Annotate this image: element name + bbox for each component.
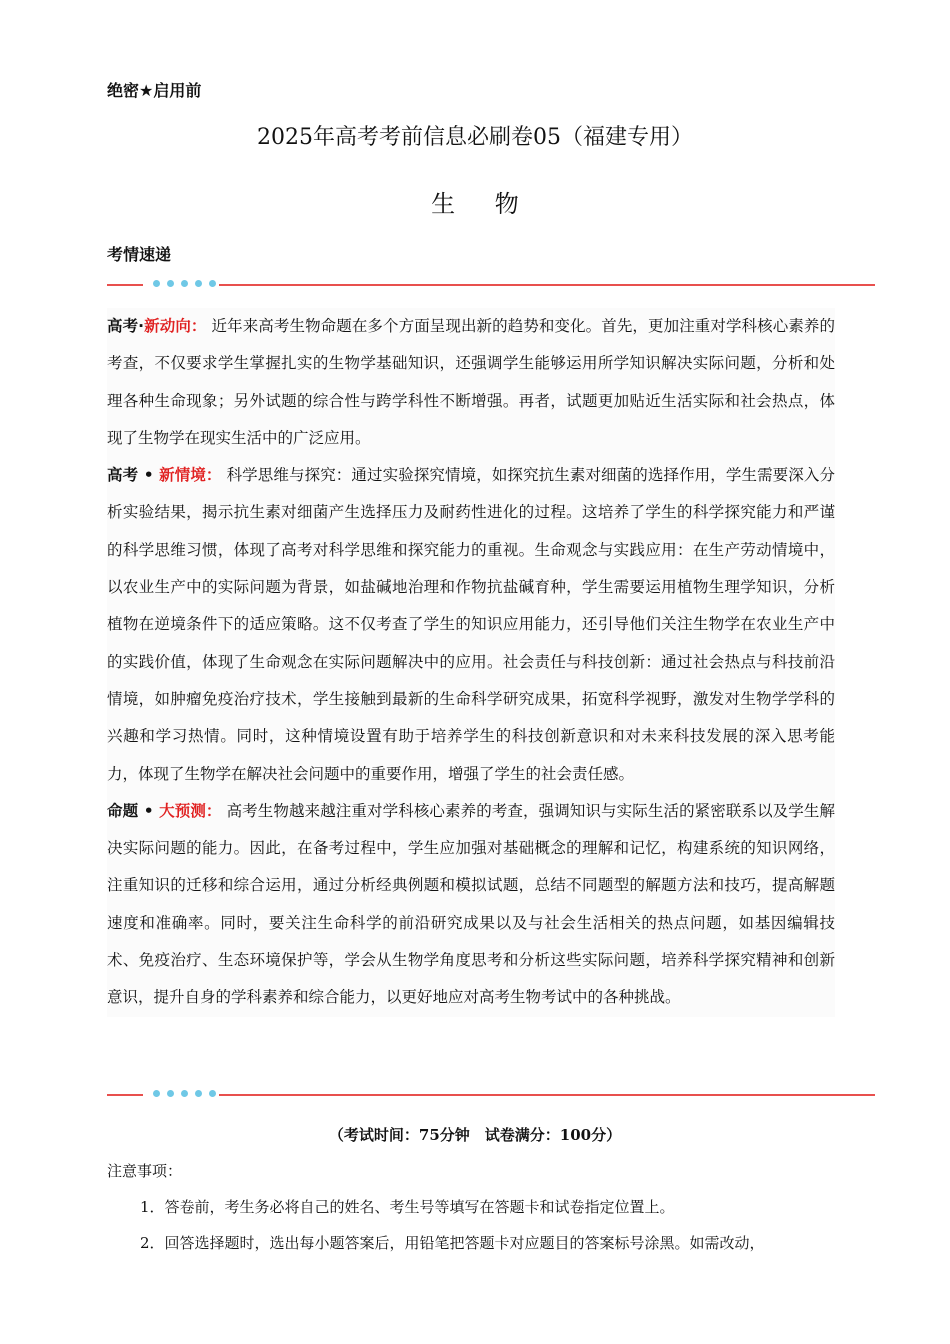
paragraph-text: 近年来高考生物命题在多个方面呈现出新的趋势和变化。首先，更加注重对学科核心素养的考查，不仅要求学生掌握扎实的生物学基础知识，还强调学生能够运用所学知识解决实际问题，分析和处理各种生命现象；另外试题的综合性与跨学科性不断增强。再者，试题更加贴近生活实际和社会热点，体现了生物学在现实生活中的广泛应用。	[107, 317, 835, 447]
divider-dot	[181, 1090, 188, 1097]
subject-title: 生 物	[431, 190, 535, 218]
confidential-mark: 绝密★启用前	[107, 81, 202, 100]
divider-line-right	[219, 1094, 875, 1096]
divider-line-right	[219, 284, 875, 286]
bottom-divider	[107, 1089, 875, 1101]
divider-dot	[195, 1090, 202, 1097]
paragraph-key-highlight: 新情境：	[159, 466, 222, 485]
divider-dots	[153, 280, 216, 287]
trend-paragraph-new-direction	[107, 308, 835, 457]
paragraph-key-label: 命题 •	[107, 801, 160, 820]
note-item: 1．答卷前，考生务必将自己的姓名、考生号等填写在答题卡和试卷指定位置上。	[140, 1198, 675, 1216]
divider-dot	[209, 1090, 216, 1097]
divider-dot	[195, 280, 202, 287]
top-divider	[107, 279, 875, 291]
divider-line-left	[107, 1094, 143, 1096]
notes-title: 注意事项：	[107, 1162, 183, 1180]
divider-dot	[153, 280, 160, 287]
divider-dot	[181, 280, 188, 287]
paragraph-key-highlight: 新动向：	[144, 317, 207, 335]
divider-dot	[167, 1090, 174, 1097]
paragraph-text: 科学思维与探究：通过实验探究情境，如探究抗生素对细菌的选择作用，学生需要深入分析实验结果，揭示抗生素对细菌产生选择压力及耐药性进化的过程。这培养了学生的科学探究能力和严谨的科学思维习惯，体现了高考对科学思维和探究能力的重视。生命观念与实践应用：在生产劳动情境中，以农业生产中的实际问题为背景，如盐碱地治理和作物抗盐碱育种，学生需要运用植物生理学知识，分析植物在逆境条件下的适应策略。这不仅考查了学生的知识应用能力，还引导他们关注生物学在农业生产中的实践价值，体现了生命观念在实际问题解决中的应用。社会责任与科技创新：通过社会热点与科技前沿情境，如肿瘤免疫治疗技术，学生接触到最新的生命科学研究成果，拓宽科学视野，激发对生物学学科的兴趣和学习热情。同时，这种情境设置有助于培养学生的科技创新意识和对未来科技发展的深入思考能力，体现了生物学在解决社会问题中的重要作用，增强了学生的社会责任感。	[107, 466, 835, 783]
exam-time-and-score: （考试时间：75分钟 试卷满分：100分）	[328, 1126, 622, 1144]
paragraph-key-label: 高考·	[107, 317, 145, 335]
exam-trends-box	[107, 308, 835, 1017]
divider-dot	[167, 280, 174, 287]
paragraph-text: 高考生物越来越注重对学科核心素养的考查，强调知识与实际生活的紧密联系以及学生解决实际问题的能力。因此，在备考过程中，学生应加强对基础概念的理解和记忆，构建系统的知识网络，注重知识的迁移和综合运用，通过分析经典例题和模拟试题，总结不同题型的解题方法和技巧，提高解题速度和准确率。同时，要关注生命科学的前沿研究成果以及与社会生活相关的热点问题，如基因编辑技术、免疫治疗、生态环境保护等，学会从生物学角度思考和分析这些实际问题，培养科学探究精神和创新意识，提升自身的学科素养和综合能力，以更好地应对高考生物考试中的各种挑战。	[107, 801, 835, 1007]
trend-paragraph-prediction	[107, 793, 835, 1017]
divider-line-left	[107, 284, 143, 286]
divider-dot	[153, 1090, 160, 1097]
page-title: 2025年高考考前信息必刷卷05（福建专用）	[257, 125, 693, 150]
note-item: 2．回答选择题时，选出每小题答案后，用铅笔把答题卡对应题目的答案标号涂黑。如需改动，	[140, 1234, 765, 1252]
paragraph-key-label: 高考 •	[107, 466, 160, 485]
divider-dot	[209, 280, 216, 287]
section-heading: 考情速递	[107, 245, 172, 264]
divider-dots	[153, 1090, 216, 1097]
trend-paragraph-new-context	[107, 457, 835, 793]
paragraph-key-highlight: 大预测：	[159, 801, 222, 820]
